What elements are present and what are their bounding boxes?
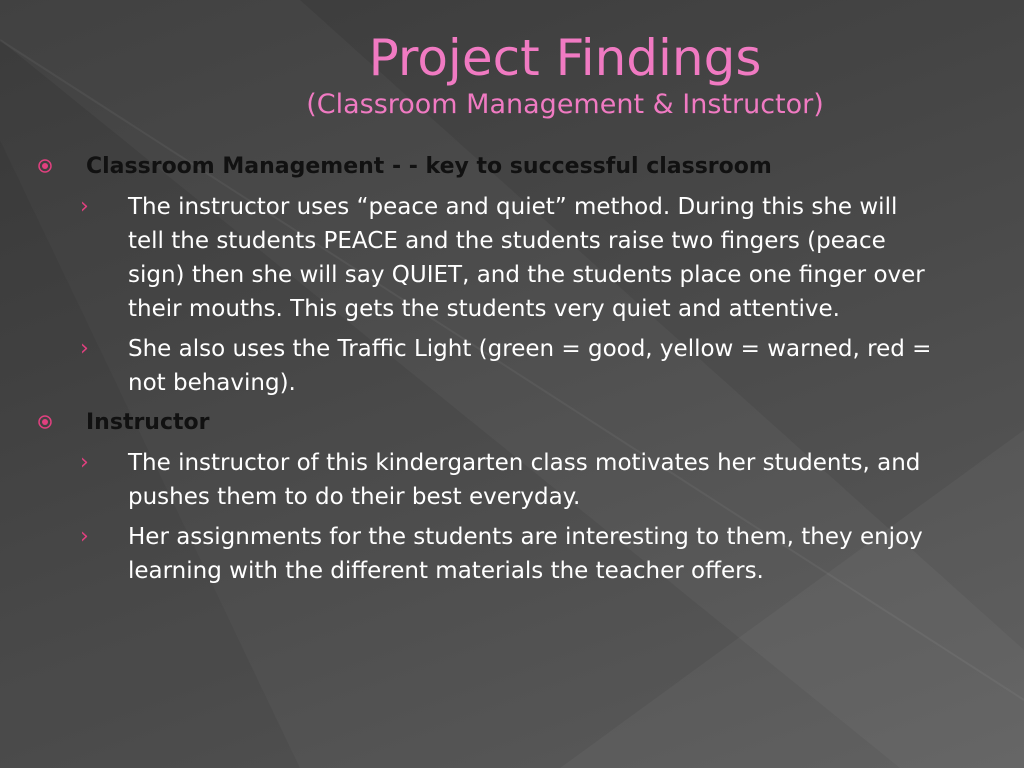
sub-bullet (36, 190, 936, 326)
chevron-right-icon: › (80, 524, 89, 549)
sub-bullet (36, 520, 936, 588)
sub-bullet-text: The instructor of this kindergarten class motivates her students, and pushes them to do their best everyday. (128, 450, 921, 510)
sub-bullet-text: The instructor uses “peace and quiet” method. During this she will tell the students PEACE and the students raise two fingers (peace sign) then she will say QUIET, and the students place one finger over their mouths. This gets the students very quiet and attentive. (128, 194, 925, 322)
bullet-classroom-management (36, 150, 936, 184)
section-heading: Classroom Management - - key to successful classroom (86, 154, 772, 179)
chevron-right-icon: › (80, 194, 89, 219)
bullet-instructor (36, 406, 936, 440)
sub-bullet-text: Her assignments for the students are interesting to them, they enjoy learning with the different materials the teacher offers. (128, 524, 923, 584)
circled-dot-icon (38, 159, 52, 173)
slide-content (36, 150, 936, 594)
slide-title: Project Findings (368, 29, 762, 87)
circled-dot-icon (38, 415, 52, 429)
title-block (190, 28, 940, 122)
sub-bullet-text: She also uses the Traffic Light (green = good, yellow = warned, red = not behaving). (128, 336, 932, 396)
section-heading: Instructor (86, 410, 210, 435)
chevron-right-icon: › (80, 336, 89, 361)
sub-bullet (36, 332, 936, 400)
sub-bullet (36, 446, 936, 514)
slide-subtitle: (Classroom Management & Instructor) (306, 89, 824, 120)
chevron-right-icon: › (80, 450, 89, 475)
